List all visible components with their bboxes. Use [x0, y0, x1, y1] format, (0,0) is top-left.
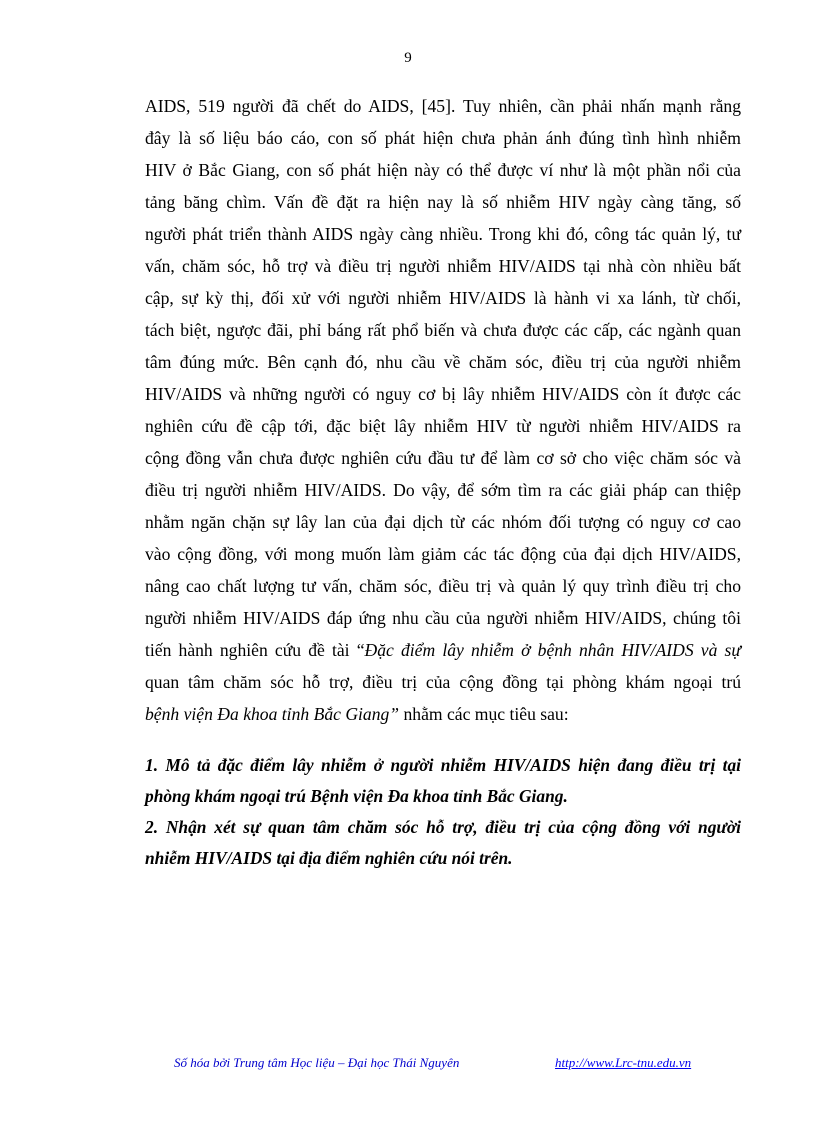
body-line: nhằm ngăn chặn sự lây lan của đại dịch từ các nhóm đối tượng có nguy cơ cao: [145, 512, 741, 532]
objective-2-continued: nhiễm HIV/AIDS tại địa điểm nghiên cứu nói trên.: [145, 848, 513, 868]
body-line: đây là số liệu báo cáo, con số phát hiện chưa phản ánh đúng tình hình nhiễm: [145, 128, 741, 148]
title-line-end: [145, 700, 741, 728]
body-line: HIV/AIDS và những người có nguy cơ bị lây nhiễm HIV/AIDS còn ít được các: [145, 384, 741, 404]
footer-link[interactable]: http://www.Lrc-tnu.edu.vn: [555, 1055, 692, 1070]
body-line: điều trị người nhiễm HIV/AIDS. Do vậy, để sớm tìm ra các giải pháp can thiệp: [145, 480, 741, 500]
objective-1: 1. Mô tả đặc điểm lây nhiễm ở người nhiễm HIV/AIDS hiện đang điều trị tại: [145, 755, 741, 775]
body-line: nâng cao chất lượng tư vấn, chăm sóc, điều trị và quản lý quy trình điều trị cho: [145, 576, 741, 596]
body-line: tảng băng chìm. Vấn đề đặt ra hiện nay là số nhiễm HIV ngày càng tăng, số: [145, 192, 741, 212]
body-line: cộng đồng vẫn chưa được nghiên cứu đầu tư để làm cơ sở cho việc chăm sóc và: [145, 448, 741, 468]
study-title-end: bệnh viện Đa khoa tỉnh Bắc Giang”: [145, 704, 400, 724]
page-number: 9: [404, 50, 412, 66]
body-line: vấn, chăm sóc, hỗ trợ và điều trị người nhiễm HIV/AIDS tại nhà còn nhiều bất: [145, 256, 741, 276]
body-line: vào cộng đồng, với mong muốn làm giảm các tác động của đại dịch HIV/AIDS,: [145, 544, 741, 564]
title-line-suffix: nhằm các mục tiêu sau:: [399, 704, 569, 724]
study-title-continued: quan tâm chăm sóc hỗ trợ, điều trị của cộng đồng tại phòng khám ngoại trú: [145, 672, 741, 692]
body-line: nghiên cứu đề cập tới, đặc biệt lây nhiễm HIV từ người nhiễm HIV/AIDS ra: [145, 416, 741, 436]
body-line: tâm đúng mức. Bên cạnh đó, nhu cầu về chăm sóc, điều trị của người nhiễm: [145, 352, 741, 372]
title-line: [145, 636, 741, 664]
footer-source: Số hóa bởi Trung tâm Học liệu – Đại học Thái Nguyên: [174, 1055, 460, 1070]
body-line: cập, sự kỳ thị, đối xử với người nhiễm HIV/AIDS là hành vi xa lánh, từ chối,: [145, 288, 741, 308]
objective-2: 2. Nhận xét sự quan tâm chăm sóc hỗ trợ, điều trị của cộng đồng với người: [145, 817, 741, 837]
body-line: tách biệt, ngược đãi, phỉ báng rất phổ biến và chưa được các cấp, các ngành quan: [145, 320, 741, 340]
objective-1-continued: phòng khám ngoại trú Bệnh viện Đa khoa tỉnh Bắc Giang.: [145, 786, 568, 806]
study-title: Đặc điểm lây nhiễm ở bệnh nhân HIV/AIDS và sự: [364, 640, 741, 660]
body-line: HIV ở Bắc Giang, con số phát hiện này có thể được ví như là một phần nổi của: [145, 160, 741, 180]
body-line: người phát triển thành AIDS ngày càng nhiều. Trong khi đó, công tác quản lý, tư: [145, 224, 741, 244]
title-line-prefix: tiến hành nghiên cứu đề tài “: [145, 640, 365, 660]
body-line: người nhiễm HIV/AIDS đáp ứng nhu cầu của người nhiễm HIV/AIDS, chúng tôi: [145, 608, 741, 628]
body-line: AIDS, 519 người đã chết do AIDS, [45]. Tuy nhiên, cần phải nhấn mạnh rằng: [145, 96, 741, 116]
